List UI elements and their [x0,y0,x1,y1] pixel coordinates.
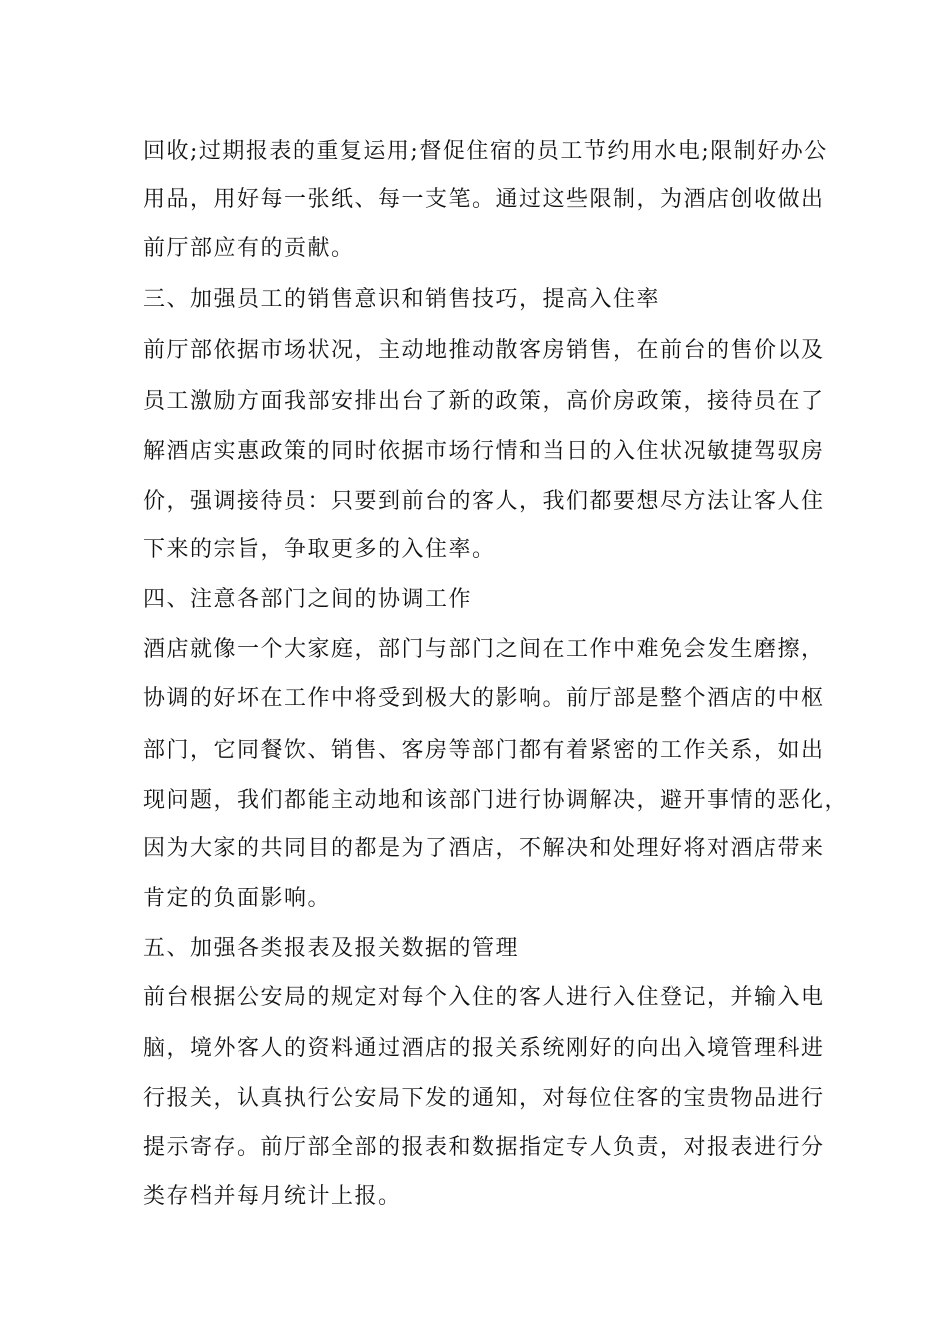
body-text-line: 用品，用好每一张纸、每一支笔。通过这些限制，为酒店创收做出 [143,187,825,212]
body-text-line: 协调的好坏在工作中将受到极大的影响。前厅部是整个酒店的中枢 [143,686,825,711]
body-text-line: 前台根据公安局的规定对每个入住的客人进行入住登记，并输入电 [143,985,825,1010]
body-text-line: 类存档并每月统计上报。 [143,1184,402,1209]
body-text-line: 部门，它同餐饮、销售、客房等部门都有着紧密的工作关系，如出 [143,738,825,763]
body-text-line: 前厅部应有的贡献。 [143,236,355,261]
body-text-line: 价，强调接待员：只要到前台的客人，我们都要想尽方法让客人住 [143,489,825,514]
body-text-line: 酒店就像一个大家庭，部门与部门之间在工作中难免会发生磨擦， [143,637,825,662]
body-text-line: 下来的宗旨，争取更多的入住率。 [143,537,496,562]
body-text-line: 前厅部依据市场状况，主动地推动散客房销售，在前台的售价以及 [143,338,825,363]
body-text-line: 脑，境外客人的资料通过酒店的报关系统刚好的向出入境管理科进 [143,1036,825,1061]
body-text-line: 肯定的负面影响。 [143,886,332,911]
section-heading-4: 四、注意各部门之间的协调工作 [143,587,473,612]
body-text-line: 解酒店实惠政策的同时依据市场行情和当日的入住状况敏捷驾驭房 [143,439,825,464]
body-text-line: 行报关，认真执行公安局下发的通知，对每位住客的宝贵物品进行 [143,1086,825,1111]
body-text-line: 现问题，我们都能主动地和该部门进行协调解决，避开事情的恶化， [143,788,849,813]
body-text-line: 员工激励方面我部安排出台了新的政策，高价房政策，接待员在了 [143,389,825,414]
section-heading-3: 三、加强员工的销售意识和销售技巧，提高入住率 [143,287,661,312]
section-heading-5: 五、加强各类报表及报关数据的管理 [143,936,520,961]
body-text-line: 因为大家的共同目的都是为了酒店，不解决和处理好将对酒店带来 [143,836,825,861]
body-text-line: 回收;过期报表的重复运用;督促住宿的员工节约用水电;限制好办公 [143,139,828,164]
body-text-line: 提示寄存。前厅部全部的报表和数据指定专人负责，对报表进行分 [143,1135,825,1160]
